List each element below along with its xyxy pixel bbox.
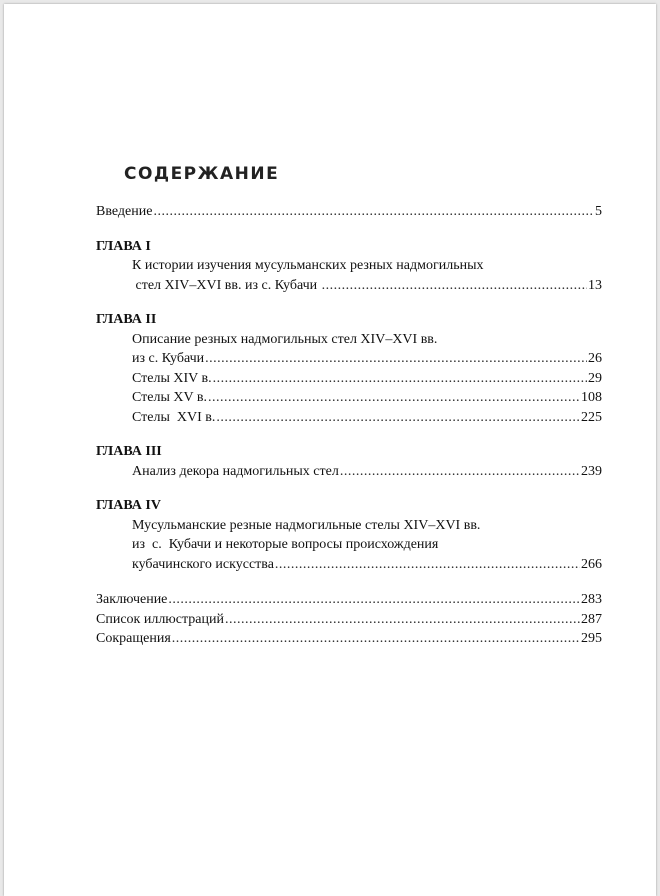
toc-title: СОДЕРЖАНИЕ [124,164,280,184]
toc-page-number: 108 [581,390,602,405]
chapter-title-line: Мусульманские резные надмогильные стелы XIV–XVI вв. [132,517,481,533]
chapter-heading: ГЛАВА IV [96,498,161,513]
toc-entry-conclusion[interactable] [96,590,602,610]
toc-entry-label: Анализ декора надмогильных стел [132,463,339,479]
toc-entry-label: Сокращения [96,631,171,646]
dot-leader [275,555,580,575]
chapter-3-section [96,442,602,481]
dot-leader [168,590,580,610]
toc-page-number: 287 [581,611,602,627]
toc-entry-label: стел XIV–XVI вв. из с. Кубачи [132,277,321,293]
document-page [4,4,656,896]
toc-entry[interactable] [96,555,602,575]
toc-page-number: 13 [588,277,602,293]
toc-entry-label: кубачинского искусства [132,556,274,572]
dot-leader [208,388,580,408]
dot-leader [172,629,580,649]
chapter-heading: ГЛАВА II [96,312,157,327]
toc-page-number: 26 [588,351,602,366]
toc-entry[interactable] [96,462,602,482]
back-matter-section [96,590,602,649]
toc-entry-abbreviations[interactable] [96,629,602,649]
toc-page-number: 225 [581,409,602,425]
toc-entry[interactable] [96,276,602,296]
toc-entry[interactable] [96,388,602,408]
toc-entry-label: Список иллюстраций [96,611,224,627]
toc-page-number: 5 [595,204,602,219]
toc-entry-label: Стелы XIV в. [132,370,212,386]
table-of-contents [96,164,602,649]
chapter-heading: ГЛАВА I [96,238,151,254]
chapter-heading: ГЛАВА III [96,444,162,459]
chapter-2-section [96,310,602,427]
dot-leader [205,349,587,369]
chapter-1-section [96,237,602,296]
toc-page-number: 29 [588,370,602,386]
toc-entry[interactable] [96,349,602,369]
toc-entry[interactable] [96,408,602,428]
chapter-title-line: Описание резных надмогильных стел XIV–XVI вв. [132,331,438,347]
dot-leader [153,202,594,222]
dot-leader [225,610,580,630]
toc-entry-label: Заключение [96,592,168,607]
toc-entry-label: Стелы XVI в. [132,409,216,425]
toc-page-number: 295 [581,631,602,646]
toc-entry-label: Стелы XV в. [132,390,207,405]
chapter-title-line: из с. Кубачи и некоторые вопросы происхождения [132,537,439,552]
toc-entry-illustrations[interactable] [96,610,602,630]
toc-entry-label: Введение [96,204,153,219]
toc-page-number: 283 [581,592,602,607]
dot-leader [340,462,580,482]
chapter-title-line: К истории изучения мусульманских резных надмогильных [132,258,484,273]
dot-leader [213,369,587,389]
toc-page-number: 266 [581,556,602,572]
toc-entry-label: из с. Кубачи [132,351,205,366]
chapter-4-section [96,496,602,574]
dot-leader [322,276,587,296]
dot-leader [216,408,580,428]
toc-page-number: 239 [581,463,602,479]
toc-entry-intro[interactable] [96,202,602,222]
toc-entry[interactable] [96,369,602,389]
